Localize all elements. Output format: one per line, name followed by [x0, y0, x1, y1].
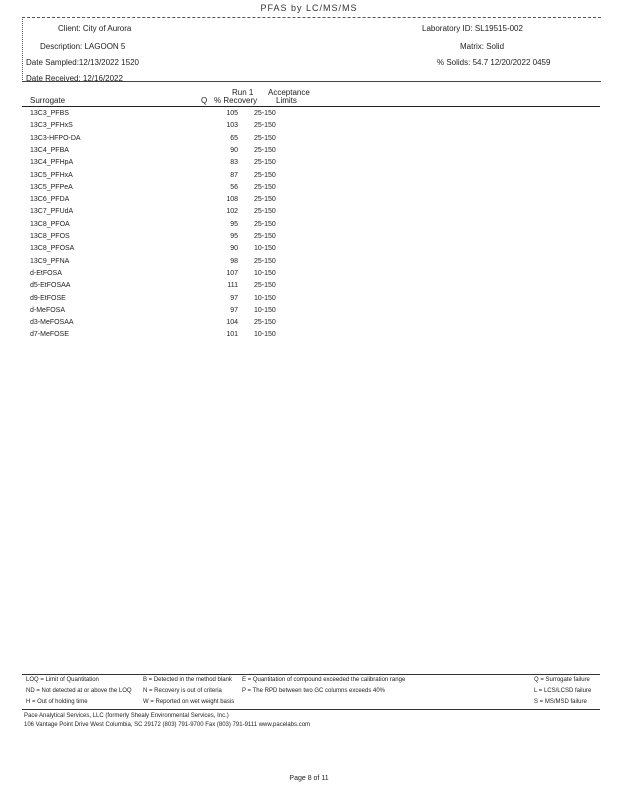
lab-id: Laboratory ID: SL19515-002 — [422, 24, 523, 33]
acceptance-limits: 25-150 — [254, 134, 276, 142]
table-row — [30, 282, 290, 293]
recovery-value: 111 — [227, 282, 238, 290]
surrogate-name: 13C3_PFBS — [30, 110, 69, 117]
acceptance-limits: 25-150 — [254, 208, 276, 216]
surrogate-name: 13C7_PFUdA — [30, 208, 74, 216]
table-row — [30, 233, 290, 244]
surrogate-name: 13C5_PFHxA — [30, 171, 73, 179]
table-row — [30, 159, 290, 170]
table-row — [30, 270, 290, 281]
table-row — [30, 122, 290, 133]
surrogate-name: d-EtFOSA — [30, 269, 62, 277]
surrogate-name: 13C5_PFPeA — [30, 183, 73, 191]
legend-s: S = MS/MSD failure — [534, 699, 587, 705]
recovery-value: 83 — [230, 159, 238, 167]
footer-company: Pace Analytical Services, LLC (formerly Shealy Environmental Services, Inc.) — [24, 713, 229, 719]
recovery-value: 97 — [230, 294, 238, 302]
recovery-value: 90 — [230, 245, 238, 253]
acceptance-limits: 25-150 — [254, 183, 276, 191]
acceptance-limits: 10-150 — [254, 306, 276, 314]
legend-rule-bottom — [22, 709, 600, 710]
legend-e: E = Quantitation of compound exceeded the calibration range — [242, 677, 406, 683]
acceptance-limits: 25-150 — [254, 196, 276, 204]
table-row — [30, 221, 290, 232]
surrogate-name: 13C3_PFHxS — [30, 122, 73, 130]
table-row — [30, 172, 290, 183]
acceptance-limits: 10-150 — [254, 331, 276, 339]
acceptance-limits: 25-150 — [254, 319, 276, 327]
legend-loq: LOQ = Limit of Quantitation — [26, 677, 99, 683]
acceptance-limits: 25-150 — [254, 122, 276, 130]
recovery-value: 95 — [230, 233, 238, 240]
table-row — [30, 295, 290, 306]
table-row — [30, 258, 290, 269]
footer-address: 106 Vantage Point Drive West Columbia, SC 29172 (803) 791-9700 Fax (803) 791-9111 www.pacelabs.com — [24, 722, 311, 728]
table-row — [30, 196, 290, 207]
acceptance-limits: 25-150 — [254, 171, 276, 179]
acceptance-limits: 25-150 — [254, 146, 276, 154]
report-title: PFAS by LC/MS/MS — [260, 3, 358, 13]
acceptance-limits: 25-150 — [254, 282, 276, 290]
table-row — [30, 307, 290, 318]
legend-nd: ND = Not detected at or above the LOQ — [26, 688, 132, 694]
surrogate-name: d7-MeFOSE — [30, 331, 69, 339]
recovery-value: 103 — [226, 122, 238, 130]
matrix: Matrix: Solid — [460, 42, 505, 51]
acceptance-limits: 10-150 — [254, 294, 276, 302]
surrogate-name: 13C6_PFDA — [30, 196, 70, 204]
surrogate-name: 13C8_PFOSA — [30, 245, 75, 253]
client: Client: City of Aurora — [58, 24, 132, 33]
table-row — [30, 245, 290, 256]
recovery-value: 108 — [226, 196, 238, 204]
surrogate-name: 13C8_PFOA — [30, 220, 70, 228]
recovery-value: 65 — [230, 134, 238, 142]
table-row — [30, 147, 290, 158]
surrogate-name: 13C4_PFBA — [30, 146, 69, 154]
surrogate-name: 13C4_PFHpA — [30, 159, 74, 167]
recovery-value: 87 — [230, 171, 238, 179]
surrogate-name: d3-MeFOSAA — [30, 319, 74, 327]
table-row — [30, 135, 290, 146]
date-received: Date Received: 12/16/2022 — [26, 74, 123, 83]
table-row — [30, 331, 290, 342]
recovery-value: 105 — [226, 110, 238, 117]
col-run: Run 1 — [232, 88, 254, 97]
table-row — [30, 208, 290, 219]
acceptance-limits: 25-150 — [254, 110, 276, 117]
header-rule — [22, 106, 600, 107]
recovery-value: 104 — [226, 319, 238, 327]
legend-b: B = Detected in the method blank — [143, 677, 232, 683]
percent-solids: % Solids: 54.7 12/20/2022 0459 — [437, 58, 551, 67]
surrogate-name: d9-EtFOSE — [30, 294, 66, 302]
recovery-value: 98 — [230, 257, 238, 265]
recovery-value: 101 — [226, 331, 238, 339]
col-limits: Limits — [276, 96, 297, 105]
acceptance-limits: 25-150 — [254, 233, 276, 240]
table-row — [30, 184, 290, 195]
surrogate-name: 13C8_PFOS — [30, 233, 70, 240]
acceptance-limits: 10-150 — [254, 245, 276, 253]
recovery-value: 95 — [230, 220, 238, 228]
col-surrogate: Surrogate — [30, 96, 66, 105]
recovery-value: 107 — [226, 269, 238, 277]
acceptance-limits: 10-150 — [254, 269, 276, 277]
recovery-value: 102 — [226, 208, 238, 216]
acceptance-limits: 25-150 — [254, 257, 276, 265]
table-row — [30, 110, 290, 121]
col-recovery: % Recovery — [214, 96, 258, 105]
surrogate-name: 13C3-HFPO-DA — [30, 134, 81, 142]
legend-l: L = LCS/LCSD failure — [534, 688, 592, 694]
surrogate-name: d-MeFOSA — [30, 306, 66, 314]
surrogate-name: 13C9_PFNA — [30, 257, 70, 265]
legend-h: H = Out of holding time — [26, 699, 88, 705]
recovery-value: 56 — [230, 183, 238, 191]
legend-p: P = The RPD between two GC columns exceeds 40% — [242, 688, 386, 694]
table-row — [30, 319, 290, 330]
acceptance-limits: 25-150 — [254, 220, 276, 228]
description: Description: LAGOON 5 — [40, 42, 126, 51]
legend-q: Q = Surrogate failure — [534, 677, 590, 683]
surrogate-name: d5-EtFOSAA — [30, 282, 71, 290]
legend-rule-top — [22, 674, 600, 675]
page-number: Page 8 of 11 — [289, 775, 329, 782]
col-q: Q — [201, 96, 208, 105]
legend-n: N = Recovery is out of criteria — [143, 688, 222, 694]
recovery-value: 97 — [230, 306, 238, 314]
legend-w: W = Reported on wet weight basis — [143, 699, 235, 705]
acceptance-limits: 25-150 — [254, 159, 276, 167]
recovery-value: 90 — [230, 146, 238, 154]
date-sampled: Date Sampled:12/13/2022 1520 — [26, 58, 139, 67]
col-acceptance: Acceptance — [268, 88, 310, 97]
